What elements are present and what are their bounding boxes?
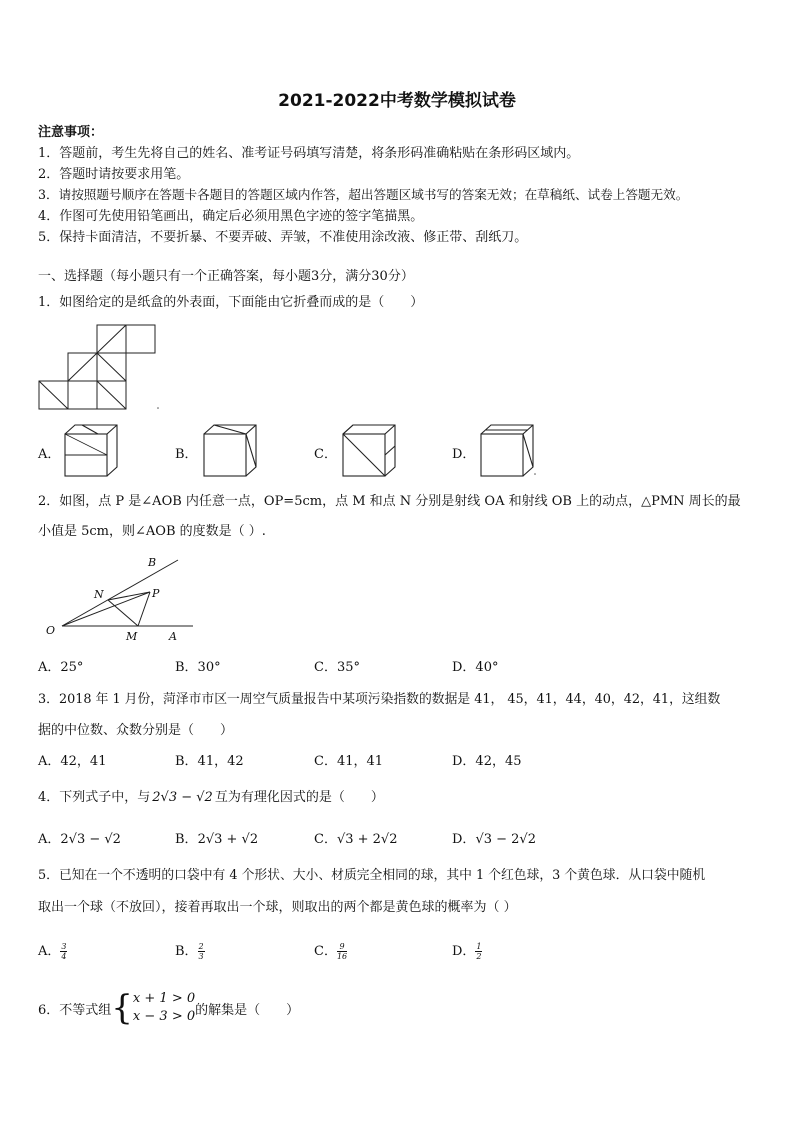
q4-stem-prefix: 4．下列式子中，与 [38, 790, 151, 805]
cube-option-c [340, 424, 400, 478]
q5-option-c [314, 940, 347, 961]
label-n: N [94, 588, 104, 601]
question-2-stem: 2．如图，点 P 是∠AOB 内任意一点，OP=5cm，点 M 和点 N 分别是射线 OA 和射线 OB 上的动点，△PMN 周长的最 [38, 494, 741, 509]
notice-heading: 注意事项： [38, 125, 104, 140]
q4-option-a [38, 828, 121, 847]
q4-option-b [175, 828, 258, 847]
q4-stem-suffix: 互为有理化因式的是（ ） [214, 790, 384, 805]
section-heading: 一、选择题（每小题只有一个正确答案，每小题3分，满分30分） [38, 269, 414, 284]
notice-item: 2．答题时请按要求用笔。 [38, 167, 190, 182]
q2-option-b: B．30° [175, 660, 221, 675]
cube-option-a [62, 424, 122, 478]
label-a: A [169, 630, 177, 643]
angle-figure [38, 552, 198, 644]
q4-option-c-label: C． [314, 832, 337, 847]
q3-option-a: A．42，41 [38, 754, 107, 769]
notice-item: 1．答题前，考生先将自己的姓名、准考证号码填写清楚，将条形码准确粘贴在条形码区域内。 [38, 146, 580, 161]
label-m: M [126, 630, 138, 643]
cube-option-d [478, 424, 540, 478]
q5-option-a-fraction: $\frac{3}{4}$ [61, 942, 67, 961]
q6-stem-prefix: 6．不等式组 [38, 1002, 112, 1018]
q5-option-d [452, 940, 482, 961]
question-5-stem: 5．已知在一个不透明的口袋中有 4 个形状、大小、材质完全相同的球，其中 1 个红色球，3 个黄色球．从口袋中随机 [38, 868, 706, 883]
question-3-stem: 3．2018 年 1 月份，菏泽市市区一周空气质量报告中某项污染指数的数据是 41， 45，41，44，40，42，41，这组数 [38, 692, 721, 707]
question-4-stem [38, 786, 384, 805]
page-title: 2021-2022中考数学模拟试卷 [278, 91, 516, 111]
q2-option-a: A．25° [38, 660, 84, 675]
q4-option-d-label: D． [452, 832, 476, 847]
q5-option-c-fraction: $\frac{9}{16}$ [336, 942, 348, 961]
brace-icon: { [111, 988, 133, 1028]
q5-option-a-label: A． [38, 944, 61, 959]
label-p: P [152, 587, 160, 600]
q2-option-d: D．40° [452, 660, 499, 675]
inequality-system [133, 990, 195, 1026]
q4-option-a-label: A． [38, 832, 61, 847]
inequality-2: x − 3 > 0 [132, 1009, 196, 1024]
q4-option-d [452, 828, 536, 847]
cube-option-b [201, 424, 261, 478]
q5-option-d-label: D． [452, 944, 476, 959]
q4-option-b-label: B． [175, 832, 198, 847]
notice-item: 4．作图可先使用铅笔画出，确定后必须用黑色字迹的签字笔描黑。 [38, 209, 424, 224]
q4-option-c-expr: √3 + 2√2 [336, 832, 398, 847]
label-o: O [46, 624, 56, 637]
q4-option-b-expr: 2√3 + √2 [197, 832, 259, 847]
question-5-stem: 取出一个球（不放回），接着再取出一个球，则取出的两个都是黄色球的概率为（ ） [38, 900, 517, 915]
label-b: B [148, 556, 157, 569]
inequality-1: x + 1 > 0 [132, 991, 196, 1006]
q1-option-d-label: D． [452, 447, 476, 462]
question-6-stem [38, 990, 299, 1026]
q4-option-d-expr: √3 − 2√2 [475, 832, 536, 847]
q3-option-d: D．42，45 [452, 754, 522, 769]
q1-option-c-label: C． [314, 447, 337, 462]
q5-option-b-fraction: $\frac{2}{3}$ [198, 942, 204, 961]
q4-option-c [314, 828, 398, 847]
notice-item: 3．请按照题号顺序在答题卡各题目的答题区域内作答，超出答题区域书写的答案无效；在草稿纸、试卷上答题无效。 [38, 187, 689, 202]
q4-stem-expr: 2√3 − √2 [152, 790, 213, 805]
q2-option-c: C．35° [314, 660, 360, 675]
net-figure [38, 324, 163, 414]
q6-stem-suffix: 的解集是（ ） [195, 1002, 300, 1018]
q5-option-b [175, 940, 205, 961]
q5-option-d-fraction: $\frac{1}{2}$ [476, 942, 482, 961]
q1-option-a-label: A． [38, 447, 61, 462]
q3-option-c: C．41，41 [314, 754, 384, 769]
q5-option-a [38, 940, 67, 961]
notice-item: 5．保持卡面清洁，不要折暴、不要弄破、弄皱，不准使用涂改液、修正带、刮纸刀。 [38, 230, 528, 245]
q5-option-b-label: B． [175, 944, 198, 959]
q4-option-a-expr: 2√3 − √2 [60, 832, 121, 847]
q5-option-c-label: C． [314, 944, 337, 959]
q1-option-b-label: B． [175, 447, 198, 462]
question-2-stem: 小值是 5cm，则∠AOB 的度数是（ ）. [38, 524, 266, 539]
question-1-stem: 1．如图给定的是纸盒的外表面，下面能由它折叠而成的是（ ） [38, 295, 424, 310]
question-3-stem: 据的中位数、众数分别是（ ） [38, 723, 234, 738]
q3-option-b: B．41，42 [175, 754, 244, 769]
